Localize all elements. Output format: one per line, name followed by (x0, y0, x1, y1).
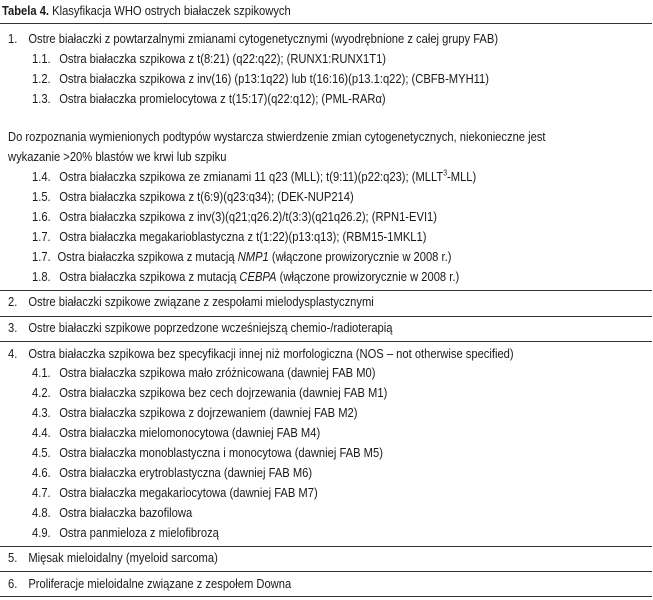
section-1-heading (8, 30, 498, 48)
item-text: Ostra białaczka mielomonocytowa (dawniej FAB M4) (59, 425, 321, 440)
list-item (32, 168, 476, 186)
row-divider (0, 341, 652, 342)
item-text: Ostra białaczka szpikowa z mutacją (59, 269, 237, 284)
section-heading-text: Ostre białaczki szpikowe poprzedzone wcześniejszą chemio-/radioterapią (28, 320, 393, 335)
section-heading-text: Proliferacje mieloidalne związane z zespołem Downa (28, 576, 292, 591)
section-5 (8, 549, 218, 567)
row-divider (0, 546, 652, 547)
item-number: 4.5. (32, 445, 51, 460)
section-heading-text: Ostra białaczka szpikowa bez specyfikacji innej niż morfologiczna (NOS – not otherwise specified) (28, 346, 514, 361)
item-number: 4.9. (32, 525, 51, 540)
item-number: 1.8. (32, 269, 51, 284)
item-number: 4.3. (32, 405, 51, 420)
item-text: Ostra panmieloza z mielofibrozą (59, 525, 219, 540)
list-item (32, 50, 386, 68)
list-item (32, 384, 387, 402)
section-number: 1. (8, 31, 18, 46)
gene-name: CEBPA (239, 269, 277, 284)
item-number: 4.6. (32, 465, 51, 480)
item-number: 1.6. (32, 209, 51, 224)
row-divider (0, 316, 652, 317)
section-number: 2. (8, 294, 18, 309)
list-item (32, 444, 383, 462)
section-3 (8, 319, 392, 337)
item-number: 4.2. (32, 385, 51, 400)
item-number: 1.1. (32, 51, 51, 66)
list-item (32, 228, 426, 246)
list-item (32, 364, 375, 382)
section-heading-text: Ostre białaczki z powtarzalnymi zmianami cytogenetycznymi (wyodrębnione z całej grupy FAB) (28, 31, 499, 46)
list-item (32, 524, 219, 542)
item-number: 1.4. (32, 169, 51, 184)
list-item (32, 208, 437, 226)
section-number: 3. (8, 320, 18, 335)
item-text: Ostra białaczka szpikowa mało zróżnicowana (dawniej FAB M0) (59, 365, 376, 380)
item-text: Ostra białaczka erytroblastyczna (dawniej FAB M6) (59, 465, 313, 480)
note-line: wykazanie >20% blastów we krwi lub szpiku (8, 149, 227, 164)
list-item (32, 188, 354, 206)
item-number: 1.7. (32, 249, 51, 264)
item-text: Ostra białaczka szpikowa z dojrzewaniem (dawniej FAB M2) (59, 405, 358, 420)
table-title: Klasyfikacja WHO ostrych białaczek szpikowych (52, 3, 291, 18)
section-1 (0, 24, 652, 288)
table-label: Tabela 4. (2, 3, 50, 18)
section-number: 6. (8, 576, 18, 591)
item-text: Ostra białaczka megakarioblastyczna z t(1:22)(p13:q13); (RBM15-1MKL1) (59, 229, 427, 244)
list-item (32, 424, 320, 442)
item-text: Ostra białaczka monoblastyczna i monocytowa (dawniej FAB M5) (59, 445, 383, 460)
row-divider (0, 290, 652, 291)
row-divider (0, 571, 652, 572)
item-text: Ostra białaczka promielocytowa z t(15:17)(q22:q12); (PML-RARα) (59, 91, 386, 106)
item-number: 4.7. (32, 485, 51, 500)
item-text: Ostra białaczka megakariocytowa (dawniej FAB M7) (59, 485, 318, 500)
item-number: 1.7. (32, 229, 51, 244)
item-text: Ostra białaczka szpikowa z mutacją (57, 249, 235, 264)
item-text: Ostra białaczka szpikowa bez cech dojrzewania (dawniej FAB M1) (59, 385, 388, 400)
gene-name: NMP1 (237, 249, 269, 264)
item-text: Ostra białaczka szpikowa z inv(3)(q21;q26.2)/t(3:3)(q21q26.2); (RPN1-EVI1) (59, 209, 437, 224)
list-item (32, 248, 451, 266)
item-number: 1.2. (32, 71, 51, 86)
section-number: 5. (8, 550, 18, 565)
section-heading-text: Ostre białaczki szpikowe związane z zespołami mielodysplastycznymi (28, 294, 374, 309)
item-number: 4.8. (32, 505, 51, 520)
item-number: 1.5. (32, 189, 51, 204)
section-number: 4. (8, 346, 18, 361)
item-text: Ostra białaczka bazofilowa (59, 505, 193, 520)
superscript: 3 (443, 168, 448, 178)
note-line: Do rozpoznania wymienionych podtypów wystarcza stwierdzenie zmian cytogenetycznych, niekonieczne jest (8, 129, 546, 144)
list-item (32, 404, 357, 422)
item-text: Ostra białaczka szpikowa ze zmianami 11 q23 (MLL); t(9:11)(p22:q23); (MLLT (59, 169, 444, 184)
section-2 (8, 293, 374, 311)
item-text: Ostra białaczka szpikowa z t(6:9)(q23:q34); (DEK-NUP214) (59, 189, 354, 204)
list-item (32, 90, 386, 108)
list-item (32, 268, 459, 286)
section-heading-text: Mięsak mieloidalny (myeloid sarcoma) (28, 550, 218, 565)
item-number: 1.3. (32, 91, 51, 106)
table-caption (2, 3, 291, 19)
list-item (32, 70, 489, 88)
item-text-tail: (włączone prowizorycznie w 2008 r.) (279, 269, 460, 284)
section-6 (8, 575, 291, 593)
item-text-tail: -MLL) (447, 169, 477, 184)
list-item (32, 464, 312, 482)
item-number: 4.1. (32, 365, 51, 380)
section-4-heading (8, 345, 514, 363)
item-text: Ostra białaczka szpikowa z t(8:21) (q22:q22); (RUNX1:RUNX1T1) (59, 51, 387, 66)
classification-table (0, 23, 652, 597)
list-item (32, 504, 192, 522)
list-item (32, 484, 318, 502)
item-text: Ostra białaczka szpikowa z inv(16) (p13:1q22) lub t(16:16)(p13.1:q22); (CBFB-MYH11) (59, 71, 489, 86)
item-number: 4.4. (32, 425, 51, 440)
item-text-tail: (włączone prowizorycznie w 2008 r.) (271, 249, 452, 264)
